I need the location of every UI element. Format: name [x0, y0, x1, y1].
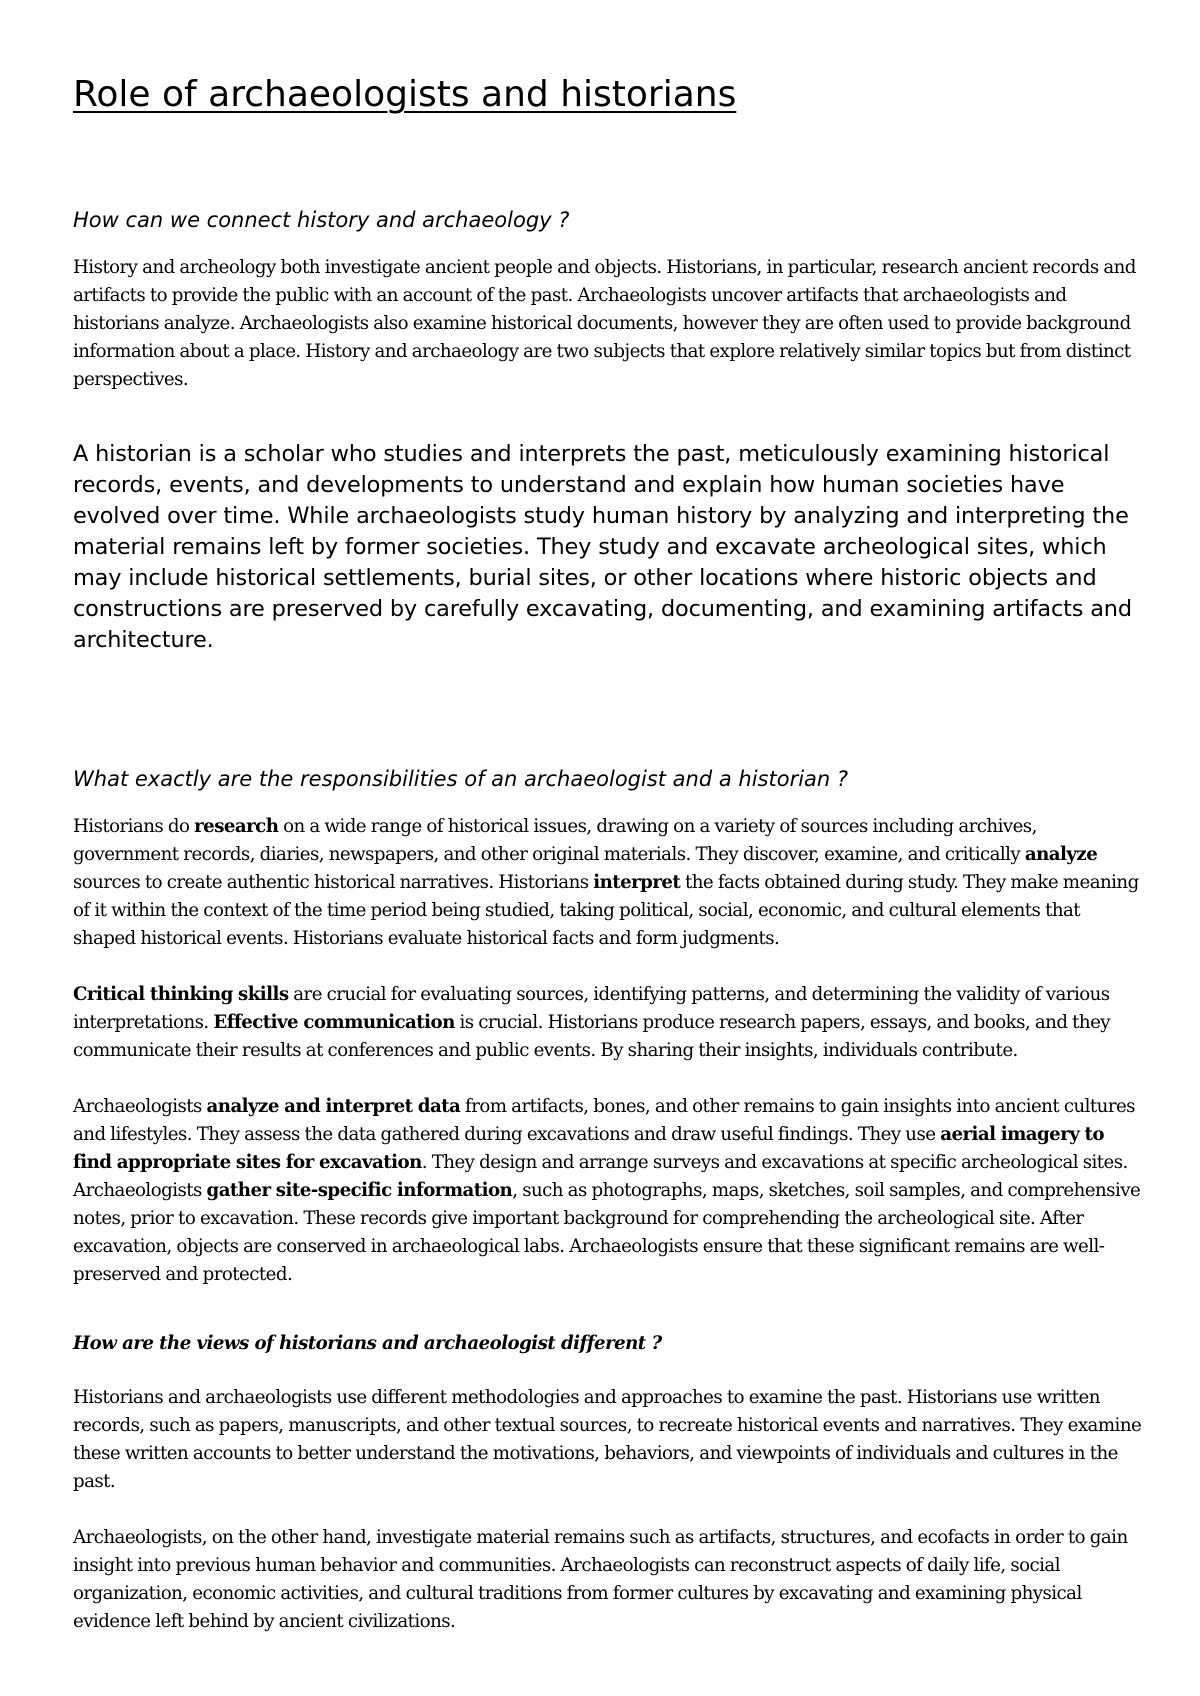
- bold-term: analyze and interpret data: [206, 1096, 461, 1117]
- text-run: is crucial. Historians produce research papers, essays, and books, and they communicate their results at conferences and public events. By sharing their insights, individuals contribute.: [73, 1012, 1111, 1061]
- bold-term: analyze: [1024, 844, 1098, 865]
- bold-term: interpret: [593, 872, 681, 893]
- section1-paragraph: History and archeology both investigate ancient people and objects. Historians, in particular, research ancient records and artifacts to provide the public with an account of the past. Archaeologists uncover artifacts that archaeologists and historians analyze. Archaeologists also examine historical documents, however they are often used to provide background information about a place. History and archaeology are two subjects that explore relatively similar topics but from distinct perspectives.: [73, 257, 1136, 390]
- document-title: Role of archaeologists and historians: [73, 74, 737, 115]
- historian-skills-paragraph: [73, 981, 1143, 1065]
- text-run: from artifacts, bones, and other remains to gain insights into ancient cultures and lifestyles. They assess the data gathered during excavations and draw useful findings. They use: [73, 1096, 1135, 1145]
- archaeologists-responsibilities-paragraph: [73, 1093, 1143, 1289]
- text-run: Historians do: [73, 816, 195, 837]
- bold-term: gather site-specific information: [206, 1180, 513, 1201]
- bold-term: research: [194, 816, 279, 837]
- section3-paragraph-1: Historians and archaeologists use different methodologies and approaches to examine the past. Historians use written records, such as papers, manuscripts, and other textual sources, to recreate historical events and narratives. They examine these written accounts to better understand the motivations, behaviors, and viewpoints of individuals and cultures in the past.: [73, 1387, 1142, 1492]
- text-run: sources to create authentic historical narratives. Historians: [73, 872, 594, 893]
- text-run: , such as photographs, maps, sketches, soil samples, and comprehensive notes, prior to excavation. These records give important background for comprehending the archeological site. After excavation, objects are conserved in archaeological labs. Archaeologists ensure that these significant remains are well-preserved and protected.: [73, 1180, 1141, 1285]
- section3-paragraph-2: Archaeologists, on the other hand, investigate material remains such as artifacts, structures, and ecofacts in order to gain insight into previous human behavior and communities. Archaeologists can reconstruct aspects of daily life, social organization, economic activities, and cultural traditions from former cultures by excavating and examining physical evidence left behind by ancient civilizations.: [73, 1527, 1128, 1632]
- text-run: the facts obtained during study. They make meaning of it within the context of the time period being studied, taking political, social, economic, and cultural elements that shaped historical events. Historians evaluate historical facts and form judgments.: [73, 872, 1139, 949]
- section2-heading: What exactly are the responsibilities of an archaeologist and a historian ?: [73, 767, 849, 791]
- text-run: Archaeologists: [73, 1096, 207, 1117]
- text-run: are crucial for evaluating sources, identifying patterns, and determining the validity of various interpretations.: [73, 984, 1110, 1033]
- bold-term: Effective communication: [213, 1012, 455, 1033]
- historian-definition-paragraph: A historian is a scholar who studies and interprets the past, meticulously examining historical records, events, and developments to understand and explain how human societies have evolved over time. While archaeologists study human history by analyzing and interpreting the material remains left by former societies. They study and excavate archeological sites, which may include historical settlements, burial sites, or other locations where historic objects and constructions are preserved by carefully excavating, documenting, and examining artifacts and architecture.: [73, 441, 1132, 653]
- section3-heading: How are the views of historians and archaeologist different ?: [73, 1333, 662, 1354]
- section1-heading: How can we connect history and archaeology ?: [73, 208, 570, 232]
- bold-term: aerial imagery to find appropriate sites for excavation: [73, 1124, 1104, 1173]
- text-run: . They design and arrange surveys and excavations at specific archeological sites. Archaeologists: [73, 1152, 1128, 1201]
- bold-term: Critical thinking skills: [73, 984, 289, 1005]
- text-run: on a wide range of historical issues, drawing on a variety of sources including archives, government records, diaries, newspapers, and other original materials. They discover, examine, and critically: [73, 816, 1037, 865]
- historians-responsibilities-paragraph: [73, 813, 1143, 953]
